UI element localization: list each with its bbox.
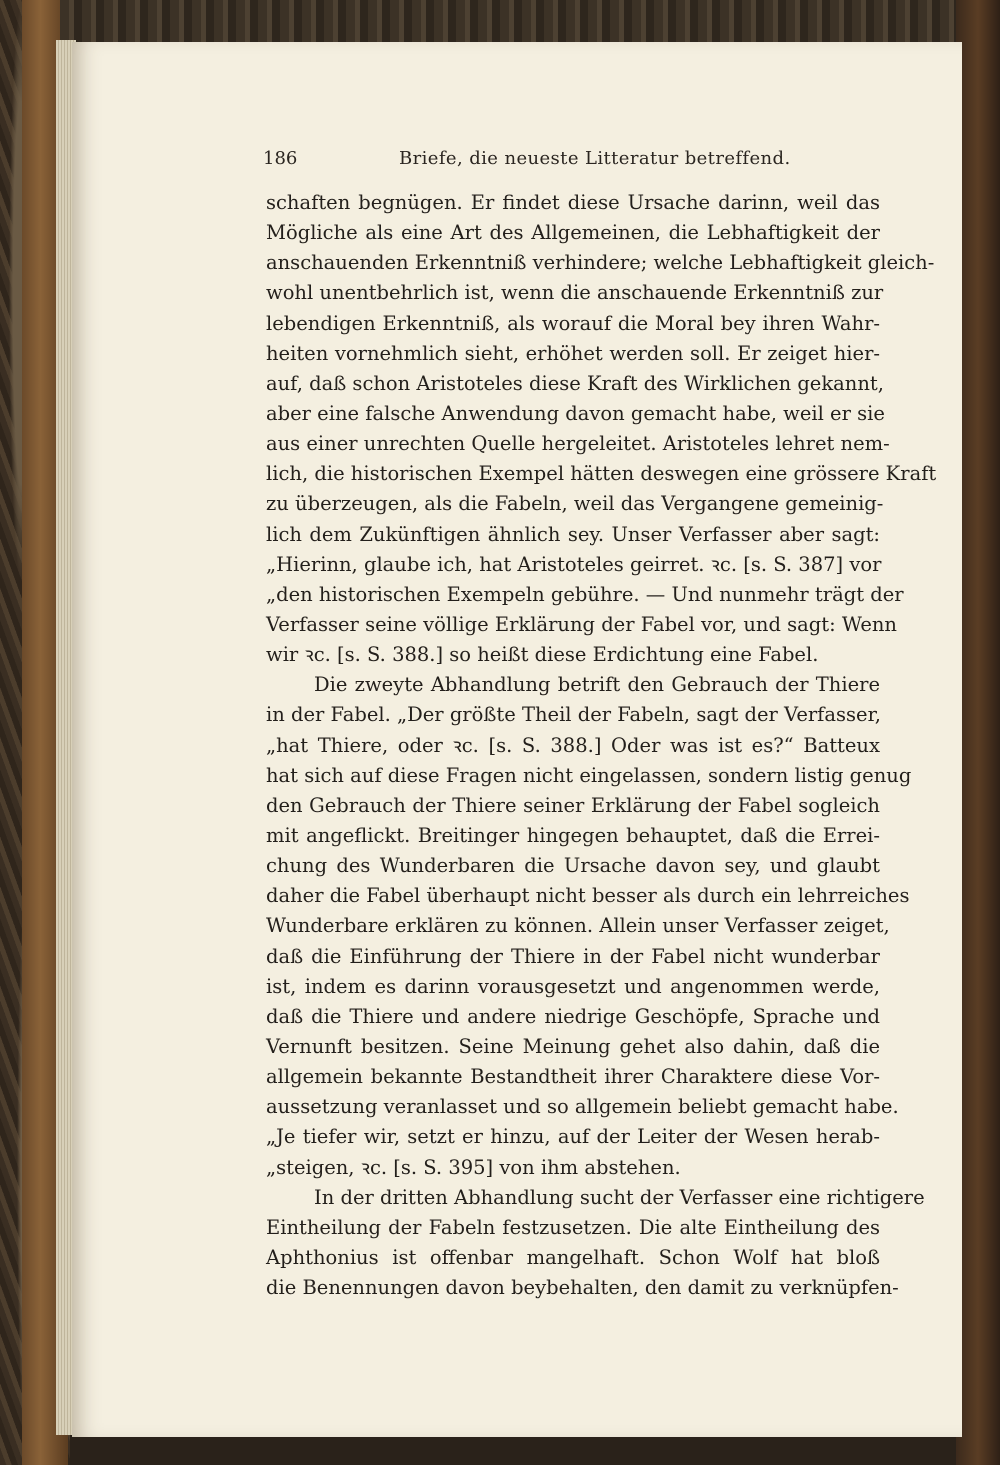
text-line: hat sich auf diese Fragen nicht eingelassen, sondern listig genug <box>266 763 912 787</box>
text-line: in der Fabel. „Der größte Theil der Fabeln, sagt der Verfasser, <box>266 703 881 727</box>
text-line: „steigen, ꝛc. [s. S. 395] von ihm abstehen. <box>266 1155 681 1179</box>
page-header <box>263 148 883 174</box>
text-line: chung des Wunderbaren die Ursache davon sey, und glaubt <box>266 854 880 878</box>
text-line: zu überzeugen, als die Fabeln, weil das Vergangene gemeinig- <box>266 492 884 516</box>
text-line: heiten vornehmlich sieht, erhöhet werden soll. Er zeiget hier- <box>266 341 880 365</box>
text-line: aussetzung veranlasset und so allgemein beliebt gemacht habe. <box>266 1095 899 1119</box>
text-line: auf, daß schon Aristoteles diese Kraft des Wirklichen gekannt, <box>266 371 884 395</box>
text-line: lich, die historischen Exempel hätten deswegen eine grössere Kraft <box>266 462 937 486</box>
text-line: Verfasser seine völlige Erklärung der Fabel vor, und sagt: Wenn <box>266 612 897 636</box>
text-line: „Je tiefer wir, setzt er hinzu, auf der Leiter der Wesen herab- <box>266 1125 880 1149</box>
text-line: Aphthonius ist offenbar mangelhaft. Schon Wolf hat bloß <box>266 1245 880 1269</box>
text-line: den Gebrauch der Thiere seiner Erklärung der Fabel sogleich <box>266 793 880 817</box>
text-line: daher die Fabel überhaupt nicht besser als durch ein lehrreiches <box>266 884 910 908</box>
text-line: wohl unentbehrlich ist, wenn die anschauende Erkenntniß zur <box>266 281 884 305</box>
text-line: ist, indem es darinn vorausgesetzt und angenommen werde, <box>266 974 880 998</box>
text-line: „hat Thiere, oder ꝛc. [s. S. 388.] Oder was ist es?“ Batteux <box>266 733 880 757</box>
text-line: „den historischen Exempeln gebühre. — Und nunmehr trägt der <box>266 582 904 606</box>
text-line: mit angeflickt. Breitinger hingegen behauptet, daß die Errei- <box>266 823 880 847</box>
running-title: Briefe, die neueste Litteratur betreffend. <box>399 148 791 169</box>
text-line: allgemein bekannte Bestandtheit ihrer Charaktere diese Vor- <box>266 1065 880 1089</box>
top-background-strip <box>60 0 960 44</box>
text-line: Vernunft besitzen. Seine Meinung gehet also dahin, daß die <box>266 1034 880 1058</box>
text-line: wir ꝛc. [s. S. 388.] so heißt diese Erdichtung eine Fabel. <box>266 643 819 667</box>
text-line: die Benennungen davon beybehalten, den damit zu verknüpfen- <box>266 1276 899 1300</box>
right-background-strip <box>956 0 1000 1465</box>
text-line: aber eine falsche Anwendung davon gemacht habe, weil er sie <box>266 401 885 425</box>
text-line: „Hierinn, glaube ich, hat Aristoteles geirret. ꝛc. [s. S. 387] vor <box>266 552 882 576</box>
page-number: 186 <box>263 148 298 169</box>
text-line: Wunderbare erklären zu können. Allein unser Verfasser zeiget, <box>266 914 890 938</box>
text-line: schaften begnügen. Er findet diese Ursache darinn, weil das <box>266 191 880 214</box>
text-line: anschauenden Erkenntniß verhindere; welche Lebhaftigkeit gleich- <box>266 251 935 275</box>
text-line: aus einer unrechten Quelle hergeleitet. Aristoteles lehret nem- <box>266 432 890 456</box>
body-text <box>266 188 937 1303</box>
text-line: daß die Thiere und andere niedrige Geschöpfe, Sprache und <box>266 1004 880 1028</box>
text-line: lebendigen Erkenntniß, als worauf die Moral bey ihren Wahr- <box>266 311 880 335</box>
text-line: lich dem Zukünftigen ähnlich sey. Unser Verfasser aber sagt: <box>266 522 880 546</box>
text-line: Eintheilung der Fabeln festzusetzen. Die alte Eintheilung des <box>266 1215 880 1239</box>
text-line: daß die Einführung der Thiere in der Fabel nicht wunderbar <box>266 944 880 968</box>
text-line: In der dritten Abhandlung sucht der Verfasser eine richtigere <box>314 1185 925 1209</box>
text-line: Mögliche als eine Art des Allgemeinen, die Lebhaftigkeit der <box>266 221 880 245</box>
text-line: Die zweyte Abhandlung betrift den Gebrauch der Thiere <box>314 673 880 697</box>
